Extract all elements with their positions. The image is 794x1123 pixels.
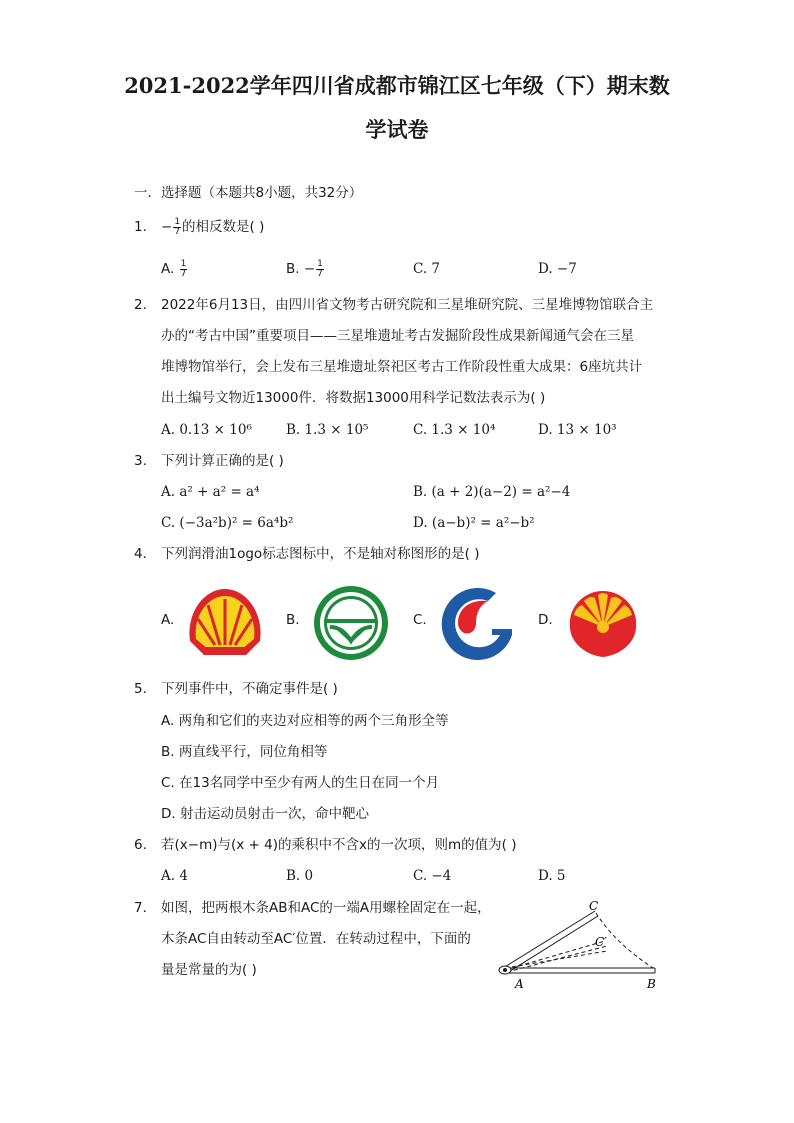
q1-sign: −	[161, 219, 173, 235]
q3-option-c: C. (−3a²b)² = 6a⁴b²	[161, 515, 294, 531]
question-7-stem	[161, 893, 501, 986]
petrochina-logo-icon	[562, 583, 644, 663]
exam-title-line2: 学试卷	[365, 117, 429, 142]
question-1-number: 1.	[134, 219, 147, 235]
fig-label-c-prime: C′	[595, 935, 607, 949]
q3-option-a: A. a² + a² = a⁴	[161, 484, 260, 500]
question-2-number: 2.	[134, 297, 147, 313]
q2-line-4: 出土编号文物近13000件．将数据13000用科学记数法表示为( )	[161, 390, 546, 406]
shell-logo-icon	[184, 583, 266, 663]
q2-option-a: A. 0.13 × 10⁶	[161, 422, 252, 438]
q5-option-c: C. 在13名同学中至少有两人的生日在同一个月	[161, 775, 440, 791]
exam-title-line1: 2021-2022学年四川省成都市锦江区七年级（下）期末数	[124, 73, 670, 98]
q2-line-2: 办的“考古中国”重要项目——三星堆遗址考古发掘阶段性成果新闻通气会在三星	[161, 328, 634, 344]
q1-option-c: C. 7	[413, 261, 441, 277]
q4-label-d: D.	[538, 612, 553, 628]
q1-text: 的相反数是( )	[182, 219, 265, 235]
q3-option-d: D. (a−b)² = a²−b²	[413, 515, 535, 531]
q2-option-d: D. 13 × 10³	[538, 422, 617, 438]
q7-line-3: 量是常量的为( )	[161, 962, 257, 978]
question-7-number: 7.	[134, 900, 147, 916]
fig-label-c: C	[589, 899, 599, 913]
q5-option-b: B. 两直线平行，同位角相等	[161, 744, 328, 760]
q3-option-b: B. (a + 2)(a−2) = a²−4	[413, 484, 571, 500]
q4-label-c: C.	[413, 612, 427, 628]
q2-option-b: B. 1.3 × 10⁵	[286, 422, 369, 438]
q5-option-d: D. 射击运动员射击一次，命中靶心	[161, 806, 369, 822]
q1-option-d: D. −7	[538, 261, 577, 277]
question-6-stem: 若(x−m)与(x + 4)的乘积中不含x的一次项，则m的值为( )	[161, 837, 517, 853]
q1-fraction: $\frac{1}{7}$	[174, 216, 181, 237]
q1-option-b: B. − $\frac{1}{7}$	[286, 258, 323, 279]
section-heading: 一．选择题（本题共8小题，共32分）	[134, 185, 363, 201]
rotating-sticks-figure	[495, 898, 665, 994]
q7-line-2: 木条AC自由转动至AC′位置．在转动过程中，下面的	[161, 931, 471, 947]
question-4-stem: 下列润滑油1ogo标志图标中，不是轴对称图形的是( )	[161, 546, 480, 562]
q4-label-a: A.	[161, 612, 175, 628]
q1-option-a: A. $\frac{1}{7}$	[161, 258, 187, 279]
q6-option-d: D. 5	[538, 868, 566, 884]
question-5-number: 5.	[134, 681, 147, 697]
sinopec-logo-icon	[436, 583, 518, 663]
q6-option-b: B. 0	[286, 868, 314, 884]
question-4-number: 4.	[134, 546, 147, 562]
question-2-stem	[161, 290, 666, 414]
question-1-stem	[161, 212, 666, 243]
question-5-stem: 下列事件中，不确定事件是( )	[161, 681, 338, 697]
q6-option-a: A. 4	[161, 868, 188, 884]
q2-line-1: 2022年6月13日，由四川省文物考古研究院和三星堆研究院、三星堆博物馆联合主	[161, 297, 654, 313]
question-6-number: 6.	[134, 837, 147, 853]
fig-label-b: B	[647, 977, 656, 991]
q7-line-1: 如图，把两根木条AB和AC的一端A用螺栓固定在一起，	[161, 900, 491, 916]
kunlun-logo-icon	[310, 583, 392, 663]
question-3-stem: 下列计算正确的是( )	[161, 453, 284, 469]
q4-label-b: B.	[286, 612, 300, 628]
fig-label-a: A	[515, 977, 524, 991]
q5-option-a: A. 两角和它们的夹边对应相等的两个三角形全等	[161, 713, 449, 729]
question-3-number: 3.	[134, 453, 147, 469]
q2-line-3: 堆博物馆举行，会上发布三星堆遗址祭祀区考古工作阶段性重大成果：6座坑共计	[161, 359, 643, 375]
q2-option-c: C. 1.3 × 10⁴	[413, 422, 496, 438]
q6-option-c: C. −4	[413, 868, 452, 884]
